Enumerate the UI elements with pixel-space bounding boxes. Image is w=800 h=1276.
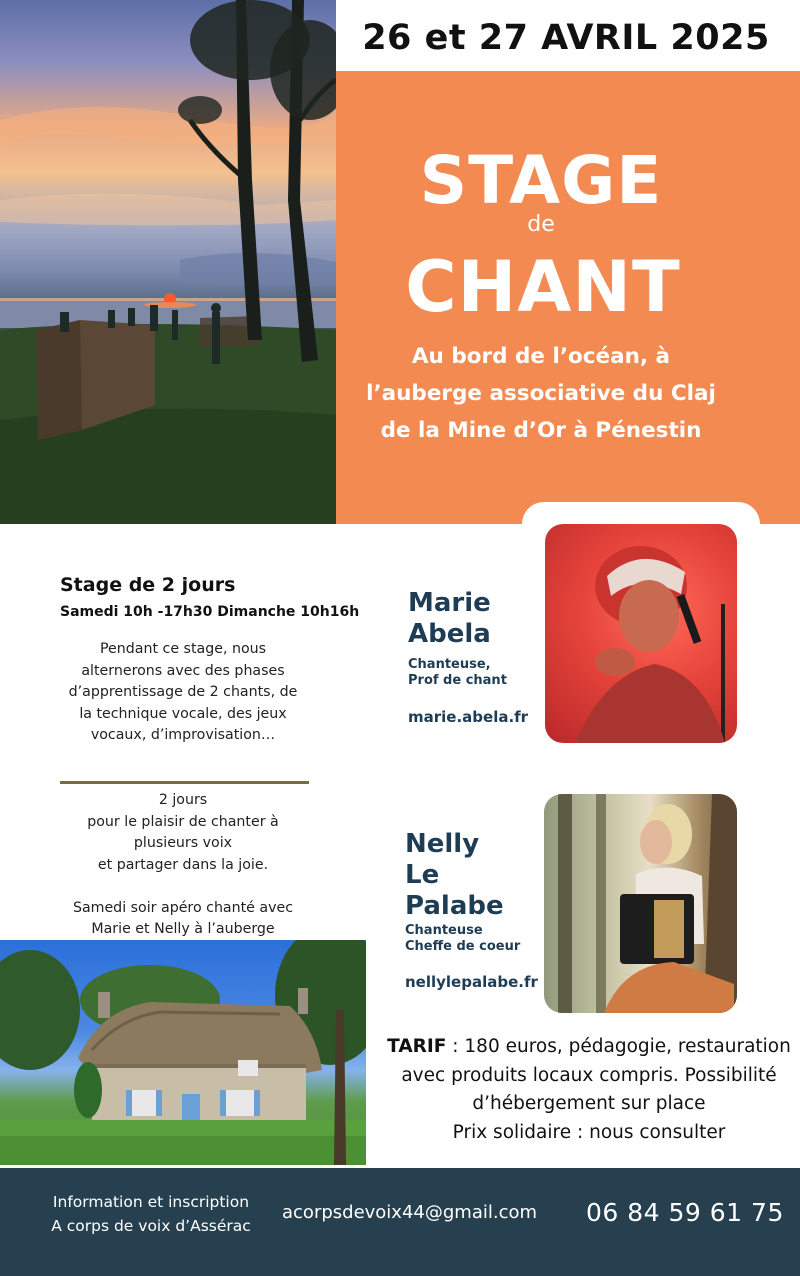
hero-subtitle-line: Au bord de l’océan, à	[411, 344, 671, 369]
joy-line	[60, 876, 306, 898]
price-label: TARIF	[387, 1036, 447, 1057]
joy-line: Marie et Nelly à l’auberge	[91, 921, 275, 937]
joy-line: Samedi soir apéro chanté avec	[72, 899, 294, 916]
singer-name-line: Abela	[408, 619, 491, 649]
program-joy-text	[60, 790, 306, 941]
price-line-2: avec produits locaux compris. Possibilité	[401, 1064, 777, 1086]
hero-subtitle-line: de la Mine d’Or à Pénestin	[380, 418, 702, 443]
description-line: Pendant ce stage, nous	[99, 641, 267, 657]
section-divider	[60, 781, 309, 784]
sunset-photo	[0, 0, 336, 524]
singer-marie-role	[408, 657, 507, 689]
cottage-photo	[0, 940, 366, 1165]
nelly-illustration	[544, 794, 737, 1013]
cottage-illustration	[0, 940, 366, 1165]
singer-role-line: Chanteuse	[405, 923, 483, 938]
singer-nelly-role	[405, 923, 520, 955]
description-line: alternerons avec des phases	[81, 662, 285, 679]
description-line: d’apprentissage de 2 chants, de	[68, 684, 298, 700]
singer-role-line: Prof de chant	[408, 673, 507, 688]
singer-nelly-photo	[544, 794, 737, 1013]
description-line: vocaux, d’improvisation…	[90, 727, 276, 743]
joy-line: et partager dans la joie.	[97, 856, 269, 873]
marie-illustration	[545, 524, 737, 743]
price-line-1	[384, 1033, 794, 1062]
singer-marie-photo	[545, 524, 737, 743]
footer-info-line: A corps de voix d’Assérac	[51, 1217, 251, 1235]
singer-marie-name	[408, 588, 491, 650]
joy-line: plusieurs voix	[133, 835, 233, 851]
program-title: Stage de 2 jours	[60, 574, 236, 596]
description-line: la technique vocale, des jeux	[79, 705, 287, 722]
hero-title-de: de	[527, 212, 555, 237]
price-info	[384, 1033, 794, 1147]
joy-line: pour le plaisir de chanter à	[87, 813, 279, 830]
event-date: 26 et 27 AVRIL 2025	[362, 18, 770, 58]
footer-info-line: Information et inscription	[52, 1193, 250, 1211]
price-amount: : 180 euros, pédagogie, restauration	[446, 1036, 791, 1057]
hero-subtitle	[336, 338, 746, 449]
singer-marie-website[interactable]: marie.abela.fr	[408, 708, 529, 726]
program-description	[60, 639, 306, 747]
joy-line: 2 jours	[158, 792, 208, 808]
hero-title-stage: STAGE	[419, 142, 663, 219]
price-line-3: d’hébergement sur place	[472, 1093, 706, 1114]
singer-role-line: Cheffe de coeur	[405, 939, 521, 954]
singer-nelly-name	[405, 829, 504, 922]
hero-subtitle-line: l’auberge associative du Claj	[366, 381, 716, 406]
singer-nelly-website[interactable]: nellylepalabe.fr	[405, 973, 538, 991]
footer-info	[40, 1190, 262, 1238]
singer-name-line: Marie	[408, 588, 491, 618]
singer-name-line: Palabe	[405, 891, 504, 921]
footer-email[interactable]: acorpsdevoix44@gmail.com	[282, 1202, 538, 1223]
singer-name-line: Le	[405, 860, 440, 890]
footer-phone[interactable]: 06 84 59 61 75	[586, 1198, 784, 1227]
hero-title-chant: CHANT	[405, 246, 681, 328]
singer-name-line: Nelly	[405, 829, 480, 859]
sunset-illustration	[0, 0, 336, 524]
singer-role-line: Chanteuse,	[408, 657, 491, 672]
program-times: Samedi 10h -17h30 Dimanche 10h16h	[60, 604, 360, 620]
price-line-4: Prix solidaire : nous consulter	[452, 1121, 726, 1143]
